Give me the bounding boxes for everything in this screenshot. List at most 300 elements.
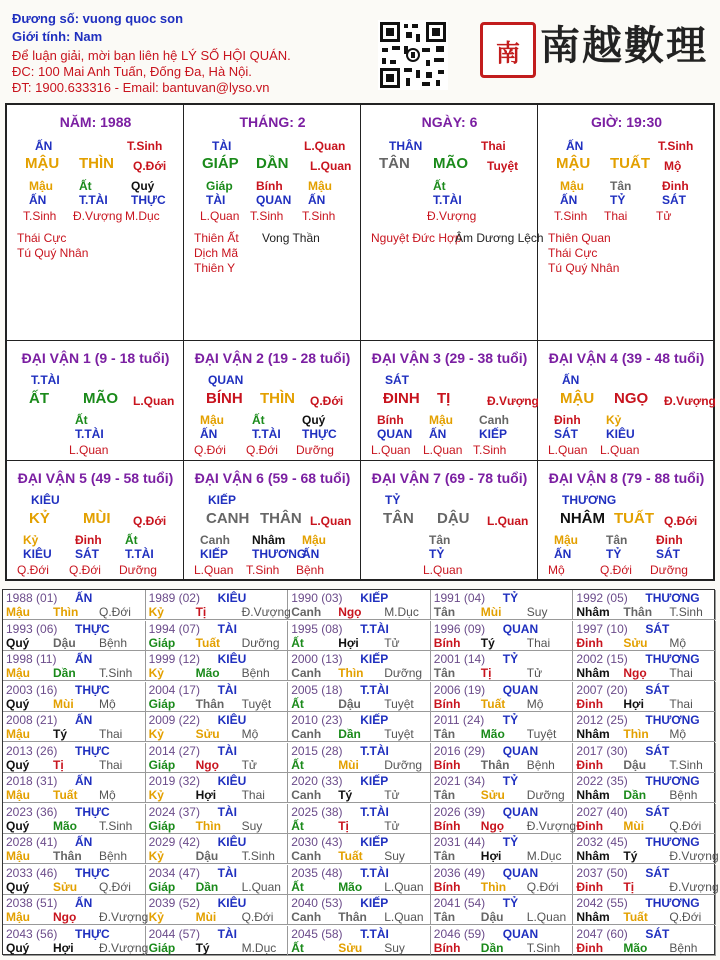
branch-life-stage: Q.Đới — [664, 514, 698, 528]
year-life-stage: Q.Đới — [669, 910, 702, 924]
earthly-branch: NGỌ — [614, 390, 649, 407]
year-branch: Dậu — [195, 849, 219, 863]
year-life-stage: Thai — [99, 727, 123, 741]
year-branch: Hợi — [480, 849, 502, 863]
hidden-life-stage: Dưỡng — [650, 563, 688, 577]
year-life-stage: Mộ — [241, 727, 259, 741]
hidden-ten-god: SÁT — [656, 547, 680, 561]
earthly-branch: DẦN — [256, 155, 289, 172]
star: Thiên Quan — [548, 231, 611, 245]
year-cell — [146, 895, 289, 925]
year-branch: Mùi — [338, 757, 359, 772]
star: Thái Cực — [548, 246, 598, 260]
year-life-stage: Q.Đới — [99, 879, 131, 894]
year-cell — [288, 590, 431, 620]
year-branch: Sửu — [623, 635, 648, 650]
luck-title: ĐẠI VẬN 2 (19 - 28 tuổi) — [194, 350, 351, 366]
ten-god: TỶ — [385, 493, 401, 507]
gender: Giới tính: Nam — [12, 29, 103, 44]
hidden-stem: Mậu — [200, 413, 224, 427]
year-branch: Thìn — [338, 666, 364, 680]
hidden-life-stage: L.Quan — [371, 443, 411, 457]
year-cell — [3, 865, 146, 895]
year-cell — [288, 926, 431, 956]
year-branch: Sửu — [53, 879, 78, 894]
year-label: 2018 (31) — [6, 774, 58, 788]
brand-logo: 南越數理 — [540, 22, 708, 69]
hidden-stem: Ất — [433, 179, 446, 193]
hidden-life-stage: Dưỡng — [119, 563, 157, 577]
year-label: 2040 (53) — [291, 896, 343, 910]
year-branch: Ngọ — [53, 910, 77, 924]
year-cell — [3, 743, 146, 773]
year-cell — [288, 895, 431, 925]
year-stem: Quý — [6, 757, 30, 772]
year-branch: Dần — [53, 666, 76, 680]
year-branch: Dậu — [480, 910, 504, 924]
earthly-branch: DẬU — [437, 510, 470, 527]
year-life-stage: L.Quan — [526, 910, 567, 924]
branch-life-stage: L.Quan — [310, 159, 352, 173]
year-branch: Mão — [195, 666, 220, 680]
year-stem: Giáp — [148, 818, 176, 833]
year-ten-god: THỰC — [75, 926, 110, 941]
year-ten-god: T.TÀI — [360, 743, 389, 758]
year-cell — [288, 834, 431, 864]
hidden-life-stage: Q.Đới — [17, 563, 49, 577]
year-label: 2041 (54) — [433, 896, 486, 910]
year-stem: Kỷ — [148, 849, 164, 863]
year-stem: Kỷ — [148, 910, 164, 924]
year-ten-god: TÀI — [217, 743, 237, 758]
year-label: 2029 (42) — [148, 835, 200, 849]
year-stem: Nhâm — [576, 849, 610, 863]
pillar-cell — [361, 105, 544, 341]
year-ten-god: SÁT — [645, 682, 670, 697]
year-branch: Mùi — [623, 818, 645, 833]
year-branch: Mão — [480, 727, 505, 741]
year-life-stage: Dưỡng — [526, 788, 565, 802]
year-cell — [146, 834, 289, 864]
year-branch: Tý — [195, 940, 210, 955]
year-branch: Mão — [53, 818, 77, 833]
year-branch: Ngọ — [623, 666, 647, 680]
year-label: 2009 (22) — [148, 713, 200, 727]
year-branch: Sửu — [480, 788, 505, 802]
heavenly-stem: NHÂM — [560, 510, 605, 527]
year-ten-god: TỶ — [502, 591, 519, 605]
heavenly-stem: ẤT — [29, 390, 49, 407]
hidden-stem: Mậu — [302, 533, 326, 547]
year-ten-god: TÀI — [217, 926, 237, 941]
year-life-stage: Suy — [384, 849, 405, 863]
year-ten-god: SÁT — [645, 926, 670, 941]
year-cell — [573, 895, 716, 925]
heavenly-stem: BÍNH — [206, 390, 243, 407]
luck-cycle-cell — [184, 461, 361, 581]
year-ten-god: THỰC — [75, 865, 110, 880]
hidden-ten-god: KIÊU — [606, 427, 635, 441]
hidden-stem: Quý — [131, 179, 155, 193]
year-branch: Dần — [623, 788, 647, 802]
contact-line: Để luận giải, mời bạn liên hệ LÝ SỐ HỘI QUÁN. — [12, 48, 291, 63]
year-cell — [573, 804, 716, 834]
year-life-stage: L.Quan — [241, 879, 281, 894]
luck-cycle-cell — [538, 341, 715, 461]
year-cell — [431, 682, 574, 712]
chart-grid — [5, 103, 715, 581]
year-label: 1996 (09) — [433, 621, 486, 636]
year-ten-god: T.TÀI — [360, 804, 389, 819]
year-branch: Thân — [338, 910, 367, 924]
year-stem: Canh — [291, 605, 322, 619]
year-label: 2024 (37) — [148, 804, 200, 819]
life-stage: T.Sinh — [658, 139, 694, 153]
year-cell — [288, 804, 431, 834]
hidden-life-stage: Q.Đới — [69, 563, 101, 577]
year-label: 2033 (46) — [6, 865, 58, 880]
year-life-stage: Q.Đới — [241, 910, 274, 924]
hidden-life-stage: T.Sinh — [23, 209, 57, 223]
year-label: 1990 (03) — [291, 591, 343, 605]
year-branch: Thìn — [623, 727, 649, 741]
year-life-stage: Bệnh — [526, 757, 555, 772]
year-branch: Tuất — [338, 849, 363, 863]
star: Tú Quý Nhân — [548, 261, 620, 275]
year-cell — [573, 590, 716, 620]
hidden-ten-god: T.TÀI — [252, 427, 281, 441]
year-stem: Bính — [433, 818, 461, 833]
year-label: 2025 (38) — [291, 804, 343, 819]
year-label: 2042 (55) — [576, 896, 628, 910]
year-cell — [146, 743, 289, 773]
star: Âm Dương Lệch — [455, 231, 544, 245]
branch-life-stage: Q.Đới — [133, 514, 167, 528]
year-stem: Nhâm — [576, 910, 610, 924]
year-ten-god: THƯƠNG — [645, 713, 700, 727]
hidden-ten-god: ẤN — [429, 427, 447, 441]
luck-title: ĐẠI VẬN 4 (39 - 48 tuổi) — [548, 350, 705, 366]
year-life-stage: Dưỡng — [384, 666, 423, 680]
year-ten-god: KIẾP — [360, 591, 389, 605]
year-stem: Giáp — [148, 940, 176, 955]
year-branch: Tị — [480, 666, 492, 680]
year-label: 2011 (24) — [433, 713, 485, 727]
year-label: 2014 (27) — [148, 743, 200, 758]
year-life-stage: M.Dục — [526, 849, 562, 863]
year-ten-god: T.TÀI — [360, 682, 389, 697]
hidden-life-stage: Đ.Vượng — [73, 209, 123, 223]
year-cell — [3, 926, 149, 956]
year-stem: Đinh — [576, 879, 604, 894]
year-cell — [146, 712, 289, 742]
hidden-stem: Tân — [606, 533, 628, 547]
hidden-life-stage: L.Quan — [423, 563, 463, 577]
year-cell — [3, 682, 146, 712]
year-cell — [146, 773, 289, 803]
year-label: 2008 (21) — [6, 713, 58, 727]
year-life-stage: Tuyệt — [384, 727, 414, 741]
year-label: 2000 (13) — [291, 652, 343, 666]
year-stem: Ất — [291, 940, 304, 955]
year-stem: Đinh — [576, 757, 604, 772]
year-life-stage: Q.Đới — [669, 818, 702, 833]
ten-god: KIÊU — [31, 493, 60, 507]
hidden-stem: Ất — [252, 413, 265, 427]
luck-title: ĐẠI VẬN 7 (69 - 78 tuổi) — [371, 470, 528, 486]
year-stem: Quý — [6, 940, 30, 955]
year-cell — [3, 590, 146, 620]
year-stem: Đinh — [576, 818, 604, 833]
year-stem: Ất — [291, 818, 304, 833]
year-cell — [146, 651, 289, 681]
year-label: 2007 (20) — [576, 682, 628, 697]
year-cell — [431, 804, 577, 834]
year-label: 1988 (01) — [6, 591, 58, 605]
year-ten-god: SÁT — [645, 621, 670, 636]
ten-god: T.TÀI — [31, 373, 60, 387]
year-label: 1999 (12) — [148, 652, 200, 666]
year-cell — [431, 621, 574, 651]
year-stem: Nhâm — [576, 605, 610, 619]
year-life-stage: T.Sinh — [526, 940, 561, 955]
life-stage: Thai — [481, 139, 506, 153]
luck-cycle-cell — [361, 461, 538, 581]
hidden-life-stage: L.Quan — [69, 443, 109, 457]
year-ten-god: ẤN — [75, 652, 93, 666]
year-label: 1995 (08) — [291, 621, 343, 636]
year-branch: Hợi — [623, 696, 644, 711]
year-life-stage: Đ.Vượng — [99, 910, 149, 924]
star: Vong Thần — [262, 231, 320, 245]
hidden-life-stage: T.Sinh — [302, 209, 336, 223]
earthly-branch: MÙI — [83, 510, 111, 527]
year-cell — [431, 865, 574, 895]
year-ten-god: QUAN — [502, 926, 539, 941]
hidden-life-stage: Q.Đới — [600, 563, 632, 577]
year-branch: Dần — [480, 940, 504, 955]
hidden-stem: Ất — [79, 179, 92, 193]
year-life-stage: Tử — [241, 757, 257, 772]
owner-name: Đương số: vuong quoc son — [12, 11, 184, 26]
year-ten-god: KIÊU — [217, 652, 247, 666]
year-life-stage: Mộ — [669, 635, 687, 650]
year-cell — [431, 590, 574, 620]
year-label: 1993 (06) — [6, 621, 58, 636]
pillar-cell — [184, 105, 361, 341]
phone-email: ĐT: 1900.633316 - Email: bantuvan@lyso.vn — [12, 80, 270, 95]
year-label: 1991 (04) — [433, 591, 486, 605]
star: Thái Cực — [17, 231, 67, 245]
hidden-ten-god: ẤN — [560, 193, 578, 207]
year-stem: Kỷ — [148, 788, 164, 802]
year-label: 1998 (11) — [6, 652, 57, 666]
year-label: 2005 (18) — [291, 682, 343, 697]
luck-title: ĐẠI VẬN 3 (29 - 38 tuổi) — [371, 350, 528, 366]
year-label: 2010 (23) — [291, 713, 343, 727]
year-cell — [146, 804, 289, 834]
year-stem: Quý — [6, 635, 30, 650]
year-life-stage: Tuyệt — [526, 727, 557, 741]
ten-god: KIẾP — [208, 493, 237, 507]
hidden-stem: Quý — [302, 413, 326, 427]
year-ten-god: SÁT — [645, 743, 670, 758]
year-branch: Hợi — [338, 635, 359, 650]
branch-life-stage: Đ.Vượng — [487, 394, 539, 408]
hidden-ten-god: KIÊU — [23, 547, 52, 561]
year-label: 2006 (19) — [433, 682, 486, 697]
year-life-stage: Tuyệt — [384, 696, 414, 711]
qr-code-icon — [378, 20, 448, 90]
year-cell — [146, 621, 289, 651]
year-cell — [573, 865, 719, 895]
year-ten-god: T.TÀI — [360, 926, 389, 941]
year-ten-god: TỶ — [502, 713, 519, 727]
hidden-life-stage: M.Dục — [125, 209, 160, 223]
year-branch: Hợi — [53, 940, 74, 955]
year-stem: Canh — [291, 666, 322, 680]
year-label: 2001 (14) — [433, 652, 486, 666]
year-life-stage: Q.Đới — [526, 879, 559, 894]
pillar-title: THÁNG: 2 — [239, 114, 306, 130]
year-ten-god: THƯƠNG — [645, 652, 700, 666]
hidden-ten-god: ẤN — [29, 193, 47, 207]
year-stem: Kỷ — [148, 727, 164, 741]
hidden-stem: Nhâm — [252, 533, 286, 547]
hidden-stem: Bính — [377, 413, 404, 427]
hidden-ten-god: THƯƠNG — [252, 547, 307, 561]
year-branch: Tuất — [53, 788, 78, 802]
year-label: 2013 (26) — [6, 743, 58, 758]
year-label: 2046 (59) — [433, 926, 486, 941]
year-life-stage: Bệnh — [241, 666, 270, 680]
year-cell — [146, 865, 289, 895]
year-life-stage: Mộ — [99, 788, 116, 802]
luck-title: ĐẠI VẬN 6 (59 - 68 tuổi) — [194, 470, 351, 486]
year-life-stage: T.Sinh — [241, 849, 275, 863]
hidden-ten-god: TỶ — [606, 547, 622, 561]
hidden-ten-god: QUAN — [256, 193, 292, 207]
year-ten-god: T.TÀI — [360, 865, 389, 880]
year-ten-god: KIẾP — [360, 896, 389, 910]
year-ten-god: SÁT — [645, 865, 670, 880]
year-stem: Mậu — [6, 605, 30, 619]
year-ten-god: THƯƠNG — [645, 896, 700, 910]
year-cell — [431, 926, 574, 956]
year-life-stage: Mộ — [526, 696, 544, 711]
hidden-stem: Mậu — [29, 179, 53, 193]
year-label: 1997 (10) — [576, 621, 628, 636]
year-life-stage: Mộ — [99, 696, 116, 711]
hidden-stem: Đinh — [662, 179, 689, 193]
star: Nguyệt Đức Hợp — [371, 231, 462, 245]
year-ten-god: QUAN — [502, 621, 539, 636]
hidden-stem: Đinh — [554, 413, 581, 427]
branch-life-stage: Mộ — [664, 159, 682, 173]
year-life-stage: Suy — [241, 818, 263, 833]
year-branch: Dậu — [53, 635, 76, 650]
year-stem: Ất — [291, 635, 304, 650]
year-label: 2047 (60) — [576, 926, 628, 941]
ten-god: ẤN — [562, 373, 580, 387]
year-label: 2003 (16) — [6, 682, 58, 697]
luck-title: ĐẠI VẬN 8 (79 - 88 tuổi) — [548, 470, 705, 486]
hidden-ten-god: TỶ — [610, 193, 626, 207]
year-branch: Dậu — [338, 696, 361, 711]
pillar-title: GIỜ: 19:30 — [590, 114, 663, 130]
year-ten-god: KIẾP — [360, 774, 389, 788]
year-ten-god: KIẾP — [360, 713, 389, 727]
hidden-stem: Mậu — [308, 179, 332, 193]
hidden-ten-god: QUAN — [377, 427, 413, 441]
hidden-life-stage: L.Quan — [423, 443, 463, 457]
year-ten-god: KIẾP — [360, 835, 389, 849]
luck-title: ĐẠI VẬN 5 (49 - 58 tuổi) — [17, 470, 174, 486]
year-ten-god: TỶ — [502, 652, 519, 666]
heavenly-stem: MẬU — [556, 155, 591, 172]
hidden-life-stage: Đ.Vượng — [427, 209, 477, 223]
year-stem: Kỷ — [148, 605, 164, 619]
year-cell — [288, 621, 431, 651]
heavenly-stem: MẬU — [560, 390, 595, 407]
year-label: 2031 (44) — [433, 835, 486, 849]
year-ten-god: QUAN — [502, 804, 539, 819]
year-ten-god: SÁT — [645, 804, 670, 819]
year-ten-god: TÀI — [217, 621, 237, 636]
year-ten-god: THƯƠNG — [645, 835, 700, 849]
hidden-ten-god: TỶ — [429, 547, 445, 561]
pillar-cell — [538, 105, 715, 341]
year-stem: Đinh — [576, 635, 604, 650]
year-life-stage: Tuyệt — [241, 696, 272, 711]
year-label: 2020 (33) — [291, 774, 343, 788]
hidden-ten-god: ẤN — [554, 547, 572, 561]
year-ten-god: ẤN — [75, 713, 93, 727]
year-label: 2012 (25) — [576, 713, 628, 727]
year-stem: Bính — [433, 635, 461, 650]
year-cell — [146, 682, 289, 712]
hidden-life-stage: T.Sinh — [554, 209, 588, 223]
year-life-stage: T.Sinh — [99, 818, 133, 833]
year-ten-god: ẤN — [75, 835, 93, 849]
hidden-ten-god: T.TÀI — [125, 547, 154, 561]
hidden-ten-god: SÁT — [75, 547, 99, 561]
year-ten-god: KIÊU — [217, 774, 247, 788]
year-branch: Ngọ — [338, 605, 362, 619]
year-cell — [3, 804, 146, 834]
year-label: 2017 (30) — [576, 743, 628, 758]
ten-god: ẤN — [566, 139, 584, 153]
heavenly-stem: TÂN — [379, 155, 410, 172]
hidden-life-stage: Thai — [604, 209, 628, 223]
year-cell — [3, 895, 149, 925]
luck-cycle-cell — [7, 341, 184, 461]
year-branch: Mão — [623, 940, 648, 955]
life-stage: T.Sinh — [127, 139, 163, 153]
year-cell — [573, 712, 716, 742]
year-life-stage: Q.Đới — [99, 605, 131, 619]
star: Thiên Y — [194, 261, 236, 275]
year-life-stage: Đ.Vượng — [526, 818, 577, 833]
year-branch: Thìn — [53, 605, 79, 619]
pillar-title: NĂM: 1988 — [59, 114, 132, 130]
year-life-stage: Đ.Vượng — [241, 605, 291, 619]
year-life-stage: Tử — [384, 818, 400, 833]
branch-life-stage: Đ.Vượng — [664, 394, 716, 408]
star: Tú Quý Nhân — [17, 246, 89, 260]
year-ten-god: TÀI — [217, 804, 237, 819]
year-cell — [288, 773, 431, 803]
